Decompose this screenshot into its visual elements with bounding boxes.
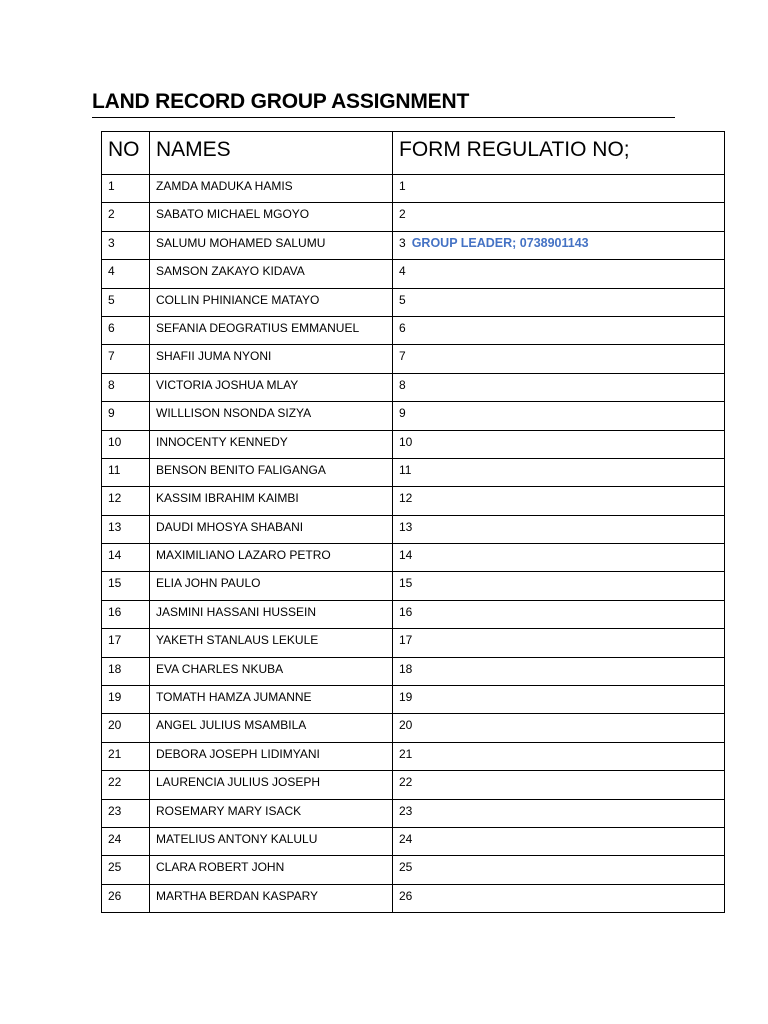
member-name-cell: TOMATH HAMZA JUMANNE [150, 686, 393, 714]
form-regulation-number: 8 [399, 377, 406, 392]
member-name-cell: SABATO MICHAEL MGOYO [150, 203, 393, 231]
form-regulation-number: 1 [399, 179, 406, 193]
table-row [102, 884, 725, 912]
member-name-cell: CLARA ROBERT JOHN [150, 856, 393, 884]
title-underline [92, 117, 675, 118]
table-row [102, 231, 725, 259]
member-name-cell: ROSEMARY MARY ISACK [150, 799, 393, 827]
member-name-cell: SEFANIA DEOGRATIUS EMMANUEL [150, 316, 393, 344]
form-regulation-cell [393, 629, 725, 657]
form-regulation-cell [393, 884, 725, 912]
row-number-cell: 1 [102, 175, 150, 203]
form-regulation-cell [393, 402, 725, 430]
form-regulation-cell [393, 288, 725, 316]
row-number-cell: 5 [102, 288, 150, 316]
row-number-cell: 10 [102, 430, 150, 458]
table-row [102, 260, 725, 288]
row-number-cell: 21 [102, 742, 150, 770]
table-row [102, 600, 725, 628]
table-row [102, 714, 725, 742]
row-number-cell: 11 [102, 458, 150, 486]
table-row [102, 430, 725, 458]
member-name-cell: KASSIM IBRAHIM KAIMBI [150, 487, 393, 515]
row-number-cell: 15 [102, 572, 150, 600]
form-regulation-number: 9 [399, 406, 406, 421]
table-row [102, 742, 725, 770]
member-name-cell: COLLIN PHINIANCE MATAYO [150, 288, 393, 316]
table-row [102, 515, 725, 543]
form-regulation-number: 5 [399, 292, 406, 307]
form-regulation-cell [393, 458, 725, 486]
member-name-cell: JASMINI HASSANI HUSSEIN [150, 600, 393, 628]
table-row [102, 686, 725, 714]
member-name-cell: INNOCENTY KENNEDY [150, 430, 393, 458]
table-header-row [102, 132, 725, 175]
form-regulation-cell [393, 430, 725, 458]
group-members-table [101, 131, 725, 913]
member-name-cell: DEBORA JOSEPH LIDIMYANI [150, 742, 393, 770]
form-regulation-cell [393, 203, 725, 231]
column-header-names: NAMES [150, 132, 393, 175]
form-regulation-cell [393, 799, 725, 827]
member-name-cell: ZAMDA MADUKA HAMIS [150, 175, 393, 203]
form-regulation-number: 14 [399, 548, 413, 563]
member-name-cell: YAKETH STANLAUS LEKULE [150, 629, 393, 657]
form-regulation-cell [393, 657, 725, 685]
form-regulation-number: 3 [399, 235, 406, 250]
form-regulation-number: 15 [399, 576, 413, 591]
member-name-cell: LAURENCIA JULIUS JOSEPH [150, 771, 393, 799]
table-row [102, 373, 725, 401]
row-number-cell: 8 [102, 373, 150, 401]
row-number-cell: 14 [102, 544, 150, 572]
table-row [102, 827, 725, 855]
form-regulation-number: 22 [399, 775, 413, 790]
form-regulation-number: 19 [399, 690, 413, 705]
table-row [102, 203, 725, 231]
member-name-cell: SAMSON ZAKAYO KIDAVA [150, 260, 393, 288]
form-regulation-number: 24 [399, 831, 413, 846]
row-number-cell: 2 [102, 203, 150, 231]
form-regulation-cell [393, 686, 725, 714]
form-regulation-cell [393, 742, 725, 770]
form-regulation-cell [393, 373, 725, 401]
form-regulation-number: 2 [399, 207, 406, 222]
form-regulation-number: 25 [399, 860, 413, 875]
member-name-cell: VICTORIA JOSHUA MLAY [150, 373, 393, 401]
table-row [102, 487, 725, 515]
table-row [102, 402, 725, 430]
row-number-cell: 9 [102, 402, 150, 430]
row-number-cell: 25 [102, 856, 150, 884]
table-row [102, 288, 725, 316]
member-name-cell: DAUDI MHOSYA SHABANI [150, 515, 393, 543]
table-row [102, 316, 725, 344]
form-regulation-cell [393, 771, 725, 799]
form-regulation-cell [393, 487, 725, 515]
table-row [102, 629, 725, 657]
row-number-cell: 16 [102, 600, 150, 628]
form-regulation-cell [393, 345, 725, 373]
form-regulation-number: 26 [399, 888, 413, 903]
column-header-no: NO [102, 132, 150, 175]
table-row [102, 771, 725, 799]
row-number-cell: 17 [102, 629, 150, 657]
form-regulation-number: 13 [399, 519, 413, 534]
table-row [102, 544, 725, 572]
table-row [102, 458, 725, 486]
table-row [102, 345, 725, 373]
form-regulation-number: 6 [399, 320, 406, 335]
form-regulation-number: 17 [399, 633, 413, 648]
row-number-cell: 4 [102, 260, 150, 288]
row-number-cell: 24 [102, 827, 150, 855]
row-number-cell: 22 [102, 771, 150, 799]
form-regulation-cell [393, 827, 725, 855]
form-regulation-number: 12 [399, 491, 413, 506]
member-name-cell: ELIA JOHN PAULO [150, 572, 393, 600]
row-number-cell: 7 [102, 345, 150, 373]
table-body [102, 175, 725, 913]
row-number-cell: 6 [102, 316, 150, 344]
column-header-form-regulation-no: FORM REGULATIO NO; [393, 132, 725, 175]
table-row [102, 175, 725, 203]
group-leader-note: GROUP LEADER; 0738901143 [411, 235, 589, 250]
table-row [102, 799, 725, 827]
form-regulation-cell [393, 515, 725, 543]
row-number-cell: 23 [102, 799, 150, 827]
form-regulation-cell [393, 856, 725, 884]
form-regulation-number: 10 [399, 434, 413, 449]
row-number-cell: 12 [102, 487, 150, 515]
form-regulation-cell [393, 600, 725, 628]
form-regulation-number: 11 [399, 462, 412, 477]
member-name-cell: WILLLISON NSONDA SIZYA [150, 402, 393, 430]
row-number-cell: 26 [102, 884, 150, 912]
form-regulation-number: 7 [399, 349, 406, 364]
form-regulation-number: 20 [399, 718, 413, 733]
member-name-cell: MATELIUS ANTONY KALULU [150, 827, 393, 855]
form-regulation-cell [393, 544, 725, 572]
table-row [102, 657, 725, 685]
form-regulation-number: 21 [399, 746, 413, 761]
form-regulation-cell [393, 231, 725, 259]
form-regulation-cell [393, 316, 725, 344]
page-title: LAND RECORD GROUP ASSIGNMENT [92, 90, 470, 113]
member-name-cell: MAXIMILIANO LAZARO PETRO [150, 544, 393, 572]
member-name-cell: BENSON BENITO FALIGANGA [150, 458, 393, 486]
row-number-cell: 20 [102, 714, 150, 742]
form-regulation-cell [393, 572, 725, 600]
member-name-cell: MARTHA BERDAN KASPARY [150, 884, 393, 912]
table-row [102, 572, 725, 600]
member-name-cell: EVA CHARLES NKUBA [150, 657, 393, 685]
form-regulation-cell [393, 714, 725, 742]
form-regulation-number: 16 [399, 604, 413, 619]
member-name-cell: SHAFII JUMA NYONI [150, 345, 393, 373]
form-regulation-cell [393, 175, 725, 203]
row-number-cell: 13 [102, 515, 150, 543]
member-name-cell: SALUMU MOHAMED SALUMU [150, 231, 393, 259]
member-name-cell: ANGEL JULIUS MSAMBILA [150, 714, 393, 742]
row-number-cell: 3 [102, 231, 150, 259]
form-regulation-number: 23 [399, 803, 413, 818]
form-regulation-cell [393, 260, 725, 288]
form-regulation-number: 4 [399, 264, 406, 279]
row-number-cell: 19 [102, 686, 150, 714]
table-row [102, 856, 725, 884]
form-regulation-number: 18 [399, 661, 413, 676]
row-number-cell: 18 [102, 657, 150, 685]
